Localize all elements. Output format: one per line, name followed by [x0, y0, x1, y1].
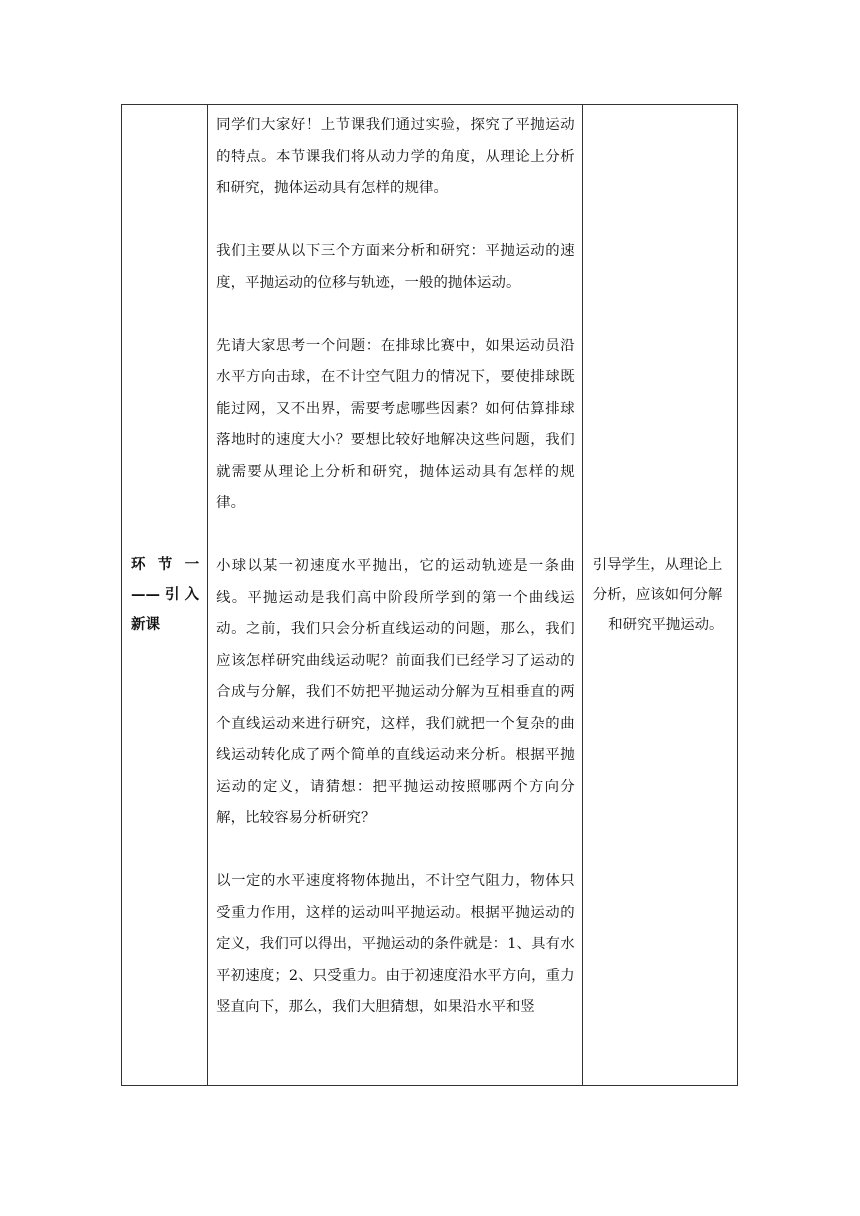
stage-line: —— 引 入 — [131, 587, 200, 603]
stage-line: 环 节 一 — [131, 557, 200, 573]
table-row — [122, 105, 738, 1086]
design-intent-note — [593, 550, 731, 640]
content-cell — [208, 105, 583, 1086]
content-paragraph: 同学们大家好！上节课我们通过实验，探究了平抛运动的特点。本节课我们将从动力学的角度，从理论上分析和研究，抛体运动具有怎样的规律。 — [216, 117, 575, 196]
stage-line: 新课 — [131, 617, 160, 633]
stage-cell — [122, 105, 208, 1086]
content-paragraph: 我们主要从以下三个方面来分析和研究：平抛运动的速度，平抛运动的位移与轨迹，一般的抛体运动。 — [216, 243, 575, 291]
note-line: 引导学生，从理论上 — [592, 557, 723, 573]
content-paragraph: 以一定的水平速度将物体抛出，不计空气阻力，物体只受重力作用，这样的运动叫平抛运动。根据平抛运动的定义，我们可以得出，平抛运动的条件就是：1、具有水平初速度；2、只受重力。由于初速度沿水平方向，重力竖直向下，那么，我们大胆猜想，如果沿水平和竖 — [216, 873, 575, 1015]
note-line: 和研究平抛运动。 — [608, 617, 724, 633]
note-cell — [582, 105, 737, 1086]
content-paragraph: 小球以某一初速度水平抛出，它的运动轨迹是一条曲线。平抛运动是我们高中阶段所学到的第一个曲线运动。之前，我们只会分析直线运动的问题，那么，我们应该怎样研究曲线运动呢？前面我们已经学习了运动的合成与分解，我们不妨把平抛运动分解为互相垂直的两个直线运动来进行研究，这样，我们就把一个复杂的曲线运动转化成了两个简单的直线运动来分析。根据平抛运动的定义，请猜想：把平抛运动按照哪两个方向分解，比较容易分析研究？ — [216, 558, 575, 826]
lesson-plan-table — [121, 104, 738, 1086]
note-line: 分析，应该如何分解 — [592, 587, 723, 603]
content-paragraph: 先请大家思考一个问题：在排球比赛中，如果运动员沿水平方向击球，在不计空气阻力的情况下，要使排球既能过网，又不出界，需要考虑哪些因素？如何估算排球落地时的速度大小？要想比较好地解决这些问题，我们就需要从理论上分析和研究，抛体运动具有怎样的规律。 — [216, 337, 575, 511]
stage-label — [131, 550, 199, 640]
